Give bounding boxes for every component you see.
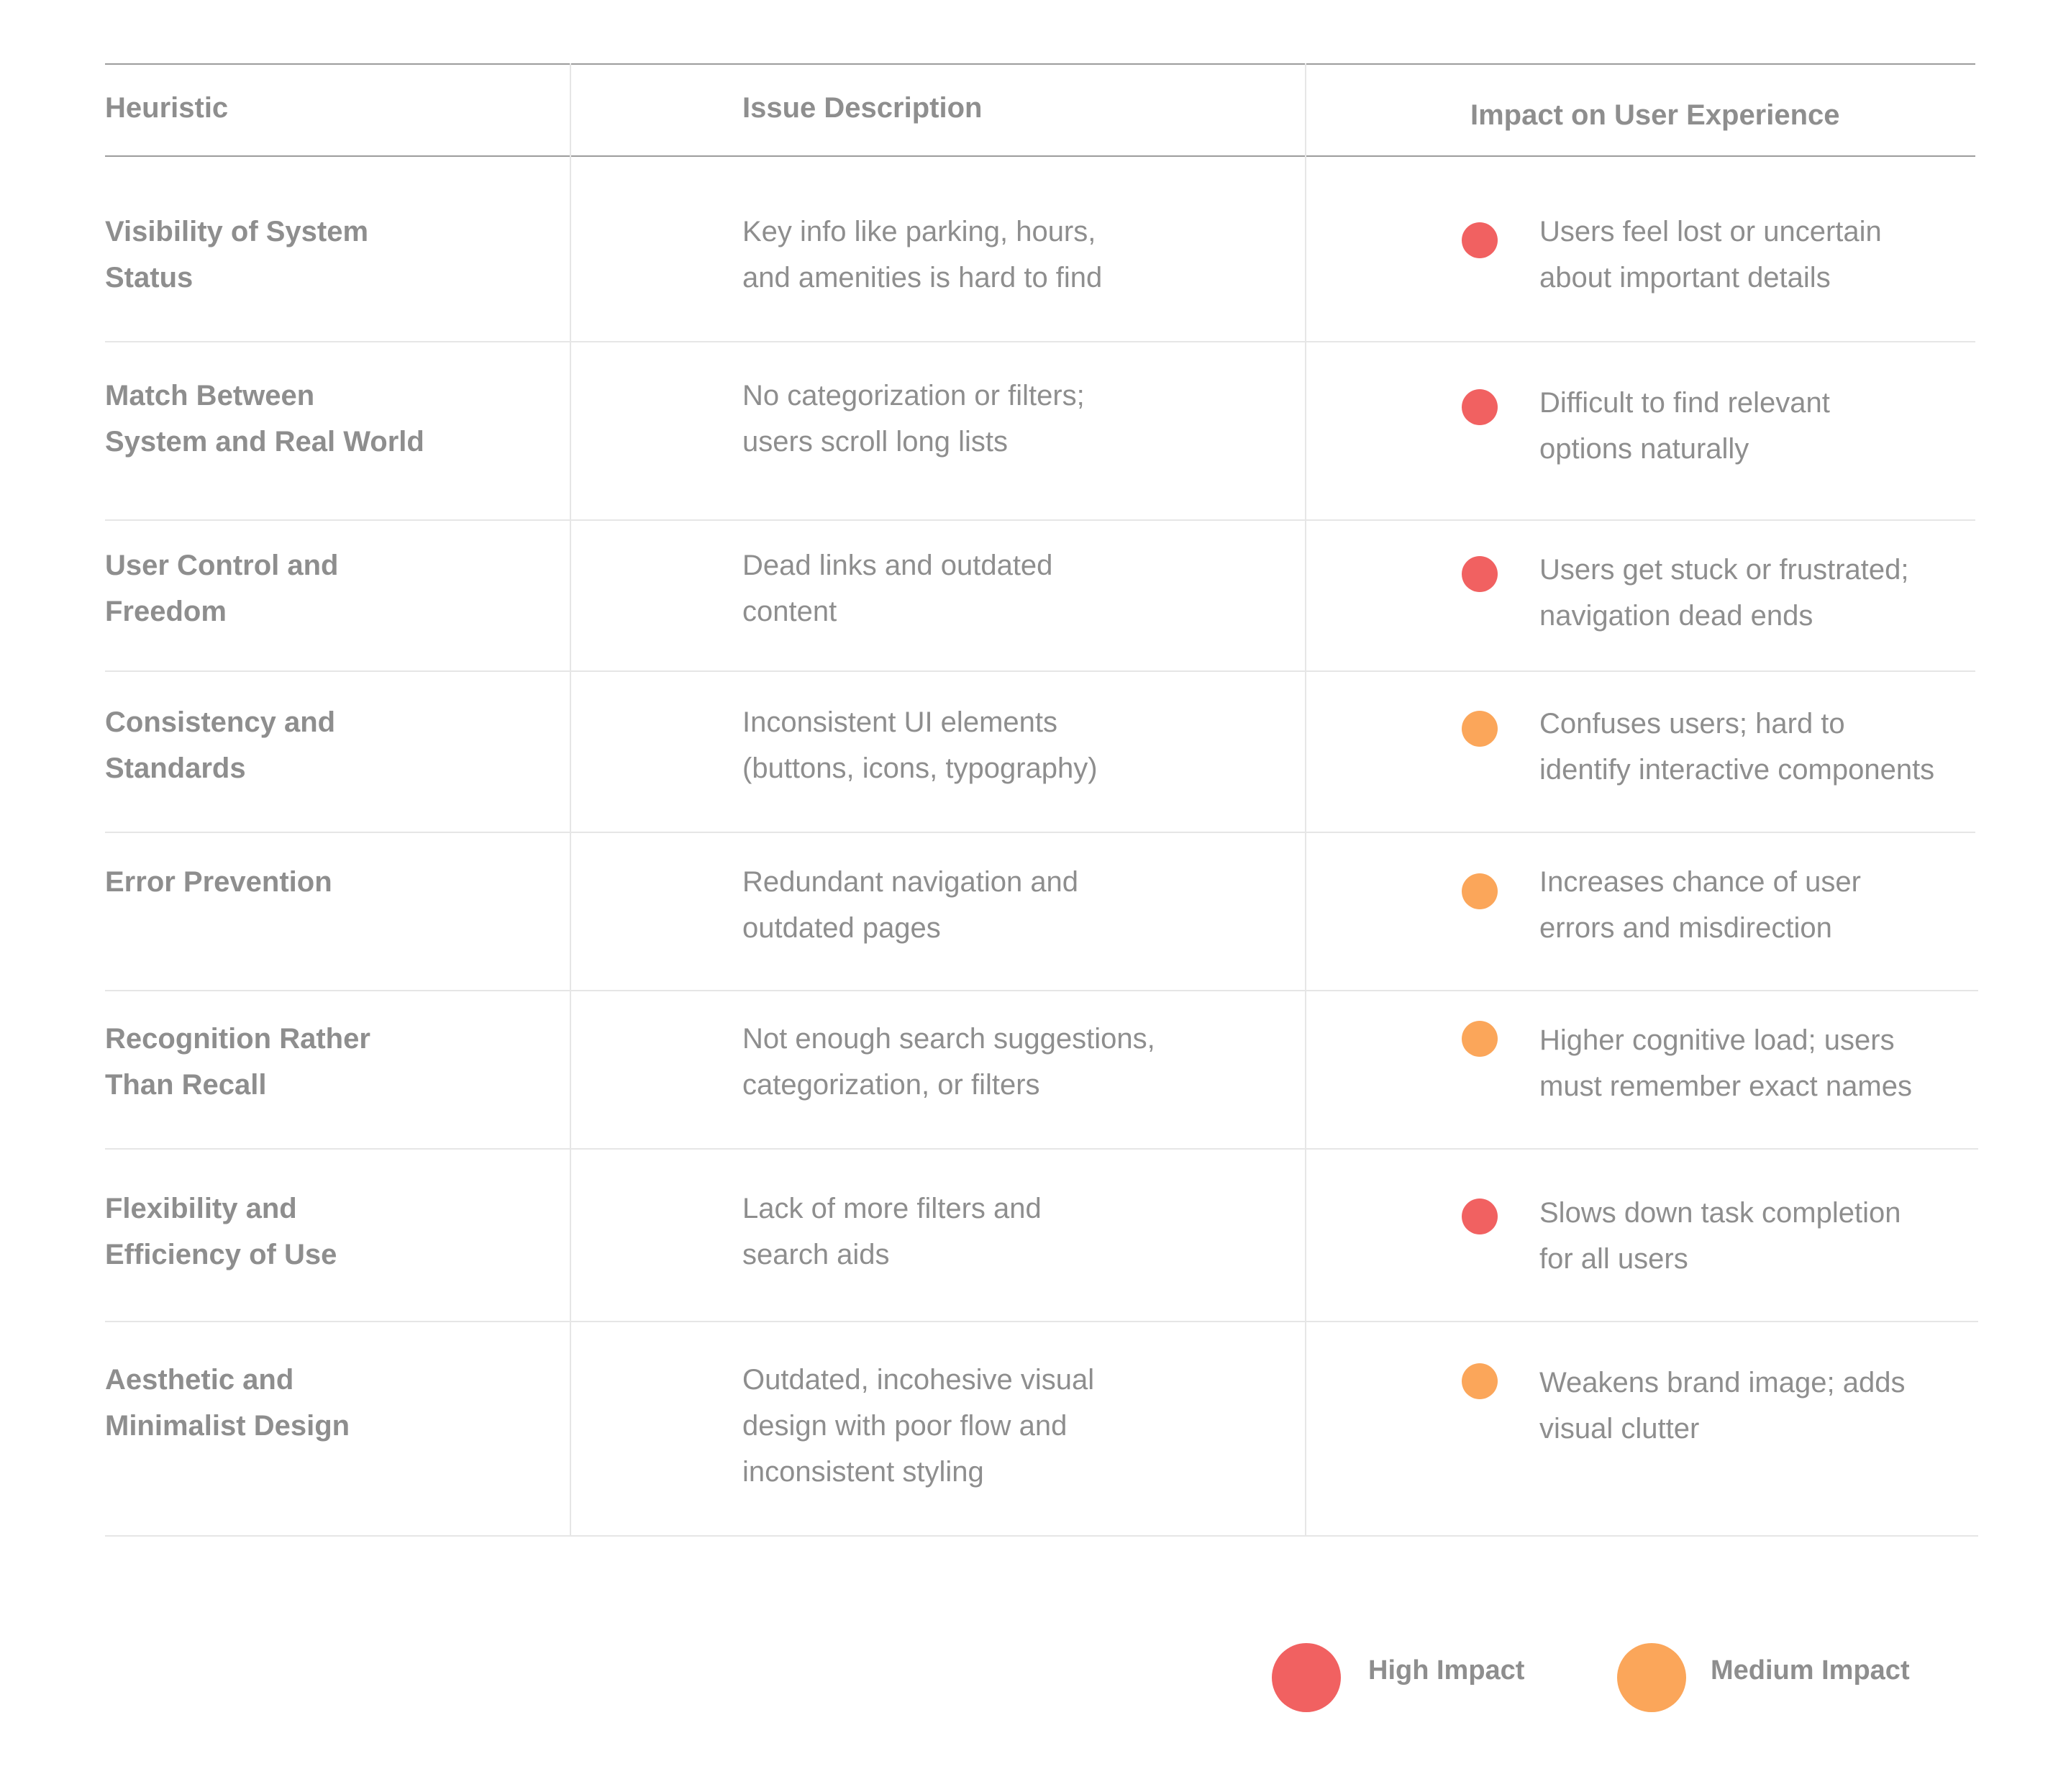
impact-cell: Users get stuck or frustrated; navigation dead ends — [1539, 554, 1909, 632]
impact-cell: Confuses users; hard to identify interactive components — [1539, 708, 1935, 786]
issue-cell: Outdated, incohesive visual design with poor flow and inconsistent styling — [742, 1364, 1095, 1488]
header-bottom-border — [105, 155, 1975, 157]
issue-cell: Lack of more filters and search aids — [742, 1193, 1042, 1270]
row-separator — [105, 341, 1975, 342]
medium-impact-dot — [1462, 873, 1498, 909]
row-separator — [105, 1321, 1978, 1322]
heuristic-cell: Flexibility and Efficiency of Use — [105, 1193, 337, 1270]
legend-medium-impact-dot — [1617, 1643, 1686, 1712]
medium-impact-dot — [1462, 711, 1498, 747]
table-bottom-border — [105, 1535, 1978, 1537]
heuristic-cell: Recognition Rather Than Recall — [105, 1023, 370, 1101]
column-separator — [570, 63, 571, 1535]
impact-cell: Slows down task completion for all users — [1539, 1197, 1901, 1275]
row-separator — [105, 1148, 1978, 1150]
header-issue-description: Issue Description — [742, 92, 983, 124]
impact-cell: Difficult to find relevant options naturally — [1539, 387, 1830, 465]
row-separator — [105, 670, 1975, 672]
heuristic-cell: User Control and Freedom — [105, 550, 339, 627]
table-top-border — [105, 63, 1975, 65]
issue-cell: No categorization or filters; users scroll long lists — [742, 380, 1085, 458]
impact-cell: Users feel lost or uncertain about important details — [1539, 216, 1882, 294]
impact-cell: Higher cognitive load; users must remember exact names — [1539, 1024, 1912, 1102]
high-impact-dot — [1462, 1199, 1498, 1234]
legend-high-impact-dot — [1272, 1643, 1341, 1712]
heuristic-cell: Consistency and Standards — [105, 706, 336, 784]
legend-high-impact-label: High Impact — [1368, 1655, 1525, 1686]
issue-cell: Inconsistent UI elements (buttons, icons, typography) — [742, 706, 1098, 784]
issue-cell: Not enough search suggestions, categorization, or filters — [742, 1023, 1155, 1101]
heuristic-cell: Aesthetic and Minimalist Design — [105, 1364, 350, 1442]
heuristic-cell: Match Between System and Real World — [105, 380, 424, 458]
issue-cell: Key info like parking, hours, and amenities is hard to find — [742, 216, 1103, 294]
medium-impact-dot — [1462, 1363, 1498, 1399]
heuristic-cell: Visibility of System Status — [105, 216, 369, 294]
high-impact-dot — [1462, 222, 1498, 258]
high-impact-dot — [1462, 389, 1498, 425]
heuristic-cell: Error Prevention — [105, 866, 332, 898]
issue-cell: Redundant navigation and outdated pages — [742, 866, 1079, 944]
row-separator — [105, 519, 1975, 521]
header-impact: Impact on User Experience — [1470, 99, 1840, 131]
header-heuristic: Heuristic — [105, 92, 229, 124]
legend-medium-impact-label: Medium Impact — [1711, 1655, 1910, 1686]
high-impact-dot — [1462, 556, 1498, 592]
impact-cell: Increases chance of user errors and misdirection — [1539, 866, 1861, 944]
row-separator — [105, 832, 1975, 833]
row-separator — [105, 990, 1978, 991]
impact-cell: Weakens brand image; adds visual clutter — [1539, 1367, 1906, 1445]
column-separator — [1305, 63, 1306, 1535]
issue-cell: Dead links and outdated content — [742, 550, 1053, 627]
medium-impact-dot — [1462, 1021, 1498, 1057]
